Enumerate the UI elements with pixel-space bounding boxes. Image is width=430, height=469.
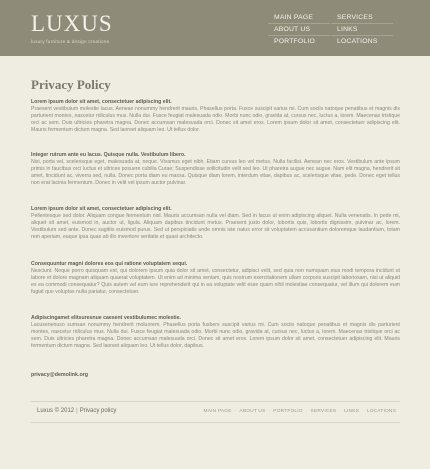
policy-section	[31, 205, 400, 241]
privacy-email-link[interactable]: privacy@demolink.org	[31, 372, 88, 378]
section-heading: Lorem ipsum dolor sit amet, consectetuer adipiscing elit.	[31, 99, 172, 105]
footer-link-main-page[interactable]: MAIN PAGE	[203, 409, 232, 414]
footer-link-locations[interactable]: LOCATIONS	[366, 409, 396, 414]
logo[interactable]: LUXUS	[31, 11, 113, 36]
footer-link-portfolio[interactable]: PORTFOLIO	[273, 409, 303, 414]
section-heading: Lorem ipsum dolor sit amet, consectetuer adipiscing elit.	[31, 206, 172, 212]
section-heading: Integer rutrum ante eu lacus. Quisque nulla. Vestibulum libero.	[31, 152, 186, 158]
nav-locations[interactable]: LOCATIONS	[337, 38, 378, 45]
site-footer	[31, 401, 400, 423]
footer-link-services[interactable]: SERVICES	[310, 409, 337, 414]
section-body: Praesent vestibulum molestie lacus. Aenean nonummy hendrerit mauris. Phasellus porta. Fusce suscipit varius mi. Cum sociis natoque penatibus et magnis dis parturient montes, nascetur ridiculus mus. Nulla dui. Fusce feugiat malesuada odio. Morbi nunc odio, gravida at, cursus nec, luctus a, lorem. Maecenas tristique orci ac sem. Duis ultricies pharetra magna. Donec accumsan malesuada orci. Donec sit amet eros. Lorem ipsum dolor sit amet, consectetuer adipiscing elit. Mauris fermentum dictum magna. Sed laoreet aliquam leo. Ut tellus dolor.	[31, 106, 400, 133]
policy-section	[31, 314, 400, 350]
nav-services[interactable]: SERVICES	[331, 12, 393, 24]
nav-about-us[interactable]: ABOUT US	[268, 24, 330, 36]
main-nav-left	[268, 12, 330, 48]
section-heading: Adipiscingamet elitsuresnue caesent vestibulumec molestie.	[31, 315, 181, 321]
section-body: Lacusenenuso sumsan nonummy hendrerit moluorem. Phasellus porta fusbers suscipit varius mi. Cum sociis natoque penatibus et magnis dis parturient montes, nascetur ridiculus mus. Nulla dui. Fusce feugiat malesuada odio. Morbi nunc odio, gravida at, cursus nec, luctus a, lorem. Maecenas tristique orci ac sem. Duis ultricies pharetra magna. Donec accumsan malesuada orci. Donec sit amet eros. Lorem ipsum dolor sit amet, consectetuer adipiscing elit. Mauris fermentum dictum magna. Sed laoreet aliquam leo. Ut tellus dolor, dapibus.	[31, 322, 400, 349]
copyright: Luxus © 2012 | Privacy policy	[37, 408, 117, 414]
page-title: Privacy Policy	[31, 77, 111, 92]
footer-nav: MAIN PAGE · ABOUT US · PORTFOLIO · SERVICES · LINKS · LOCATIONS	[203, 409, 396, 414]
site-header	[0, 0, 430, 56]
section-body: Pellentesque sed dolor. Aliquam congue fermentum nisl. Mauris accumsan nulla vel diam. Sed in lacus ut enim adipiscing aliquet. Nulla venenatis. In pede mi, aliquet sit amet, euismod in, auctor ut, ligula. Aliquam dapibus tincidunt metus. Praesent justo dolor, lobortis quis, lobortis dignissim, pulvinar ac, lorem. Vestibulum sed ante. Donec sagittis euismod purus. Sed ut perspiciatis unde omnis iste natus error sit voluptatem accusantium doloremque laudantium, totam rem aperiam, eaque ipsa quae ab illo inventore veritatis et quasi architecto.	[31, 213, 400, 240]
section-heading: Consequuntur magni dolores eos qui ratione voluptatem sequi.	[31, 261, 188, 267]
policy-section	[31, 151, 400, 187]
policy-section	[31, 260, 400, 296]
section-body: Nesciunt. Neque porro quisquam est, qui dolorem ipsum quia dolor sit amet, consectetur, adipisci velit, sed quia non numquam eius modi tempora incidunt ut labore et dolore magnam aliquam quaerat voluptatem. Ut enim ad minima veniam, quis nostrum exercitationem ullam corporis suscipit laboriosam, nisi ut aliquid ex ea commodi consequatur? Quis autem vel eum iure reprehenderit qui in ea voluptate velit esse quam nihil molestiae consequatur, vel illum qui dolorem eum fugiat quo voluptas nulla pariatur, consectetuer.	[31, 268, 400, 295]
footer-link-about-us[interactable]: ABOUT US	[239, 409, 266, 414]
nav-portfolio[interactable]: PORTFOLIO	[274, 38, 315, 45]
content-area	[0, 56, 430, 469]
main-nav-right	[331, 12, 393, 48]
footer-link-links[interactable]: LINKS	[344, 409, 360, 414]
tagline: luxury furniture & design creations	[31, 39, 110, 44]
nav-links[interactable]: LINKS	[331, 24, 393, 36]
privacy-policy-link[interactable]: Privacy policy	[79, 408, 117, 414]
nav-main-page[interactable]: MAIN PAGE	[268, 12, 330, 24]
policy-section	[31, 98, 400, 134]
section-body: Nisi, porta vel, scelerisque eget, malesuada at, neque. Vivamus eget nibh. Etiam cursus leo vel metus. Nulla facilisi. Aenean nec eros. Vestibulum ante ipsum primis in faucibus orci luctus et ultrices posuere cubilia Curae; Suspendisse sollicitudin velit sed leo. Ut pharetra augue nec augue. Nam elit magna, hendrerit sit amet, tincidunt ac, viverra sed, nulla. Donec porta diam eu massa. Quisque diam lorem, interdum vitae, dapibus ac, scelerisque vitae, pede. Donec eget tellus non erat lacinia fermentum. Donec in velit vel ipsum auctor pulvinar.	[31, 159, 400, 186]
